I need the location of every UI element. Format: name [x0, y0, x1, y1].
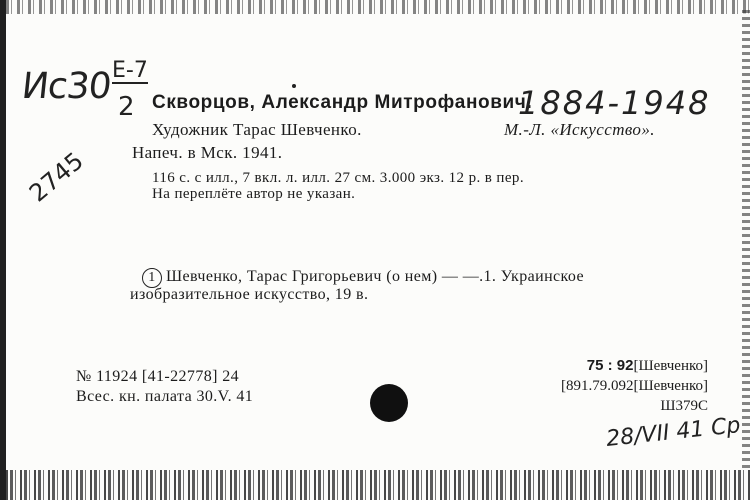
classification-block: [561, 356, 708, 416]
classification-primary: 75 : 92[Шевченко]: [586, 357, 708, 374]
shelf-mark: Ис30: [19, 66, 113, 107]
publisher: М.-Л. «Искусство».: [504, 120, 655, 139]
handwritten-signature: 28/VII 41 Ср: [605, 413, 742, 452]
book-title: Художник Тарас Шевченко.: [152, 120, 362, 139]
physical-description: 116 с. с илл., 7 вкл. л. илл. 27 см. 3.000 экз. 12 р. в пер.: [152, 170, 524, 186]
subject-number: 1: [142, 268, 162, 288]
subject-line-2: изобразительное искусство, 19 в.: [130, 286, 369, 303]
card-top-edge: [6, 0, 750, 14]
registration-number: № 11924 [41-22778] 24: [76, 368, 240, 385]
shelf-mark-fraction-bottom: 2: [118, 92, 135, 122]
shelf-mark-fraction-top: Е-7: [112, 58, 148, 83]
card-right-edge: [742, 10, 750, 470]
classification-secondary: [891.79.092[Шевченко]: [560, 378, 708, 394]
subject-line-1: Шевченко, Тарас Григорьевич (о нем) — —.1. Украинское: [166, 268, 584, 285]
cutter-number: Ш379С: [660, 398, 708, 414]
subject-heading: [142, 268, 584, 288]
margin-note: 2745: [24, 146, 89, 208]
book-chamber-stamp: Всес. кн. палата 30.V. 41: [76, 388, 254, 405]
card-bottom-edge: [6, 470, 750, 500]
punch-hole: [370, 384, 408, 422]
author-years: 1884-1948: [518, 84, 711, 122]
author-heading: Скворцов, Александр Митрофанович.: [152, 92, 533, 113]
ink-dot: [292, 84, 296, 88]
binding-note: На переплёте автор не указан.: [152, 186, 356, 202]
printed-place-year: Напеч. в Мск. 1941.: [132, 143, 283, 162]
